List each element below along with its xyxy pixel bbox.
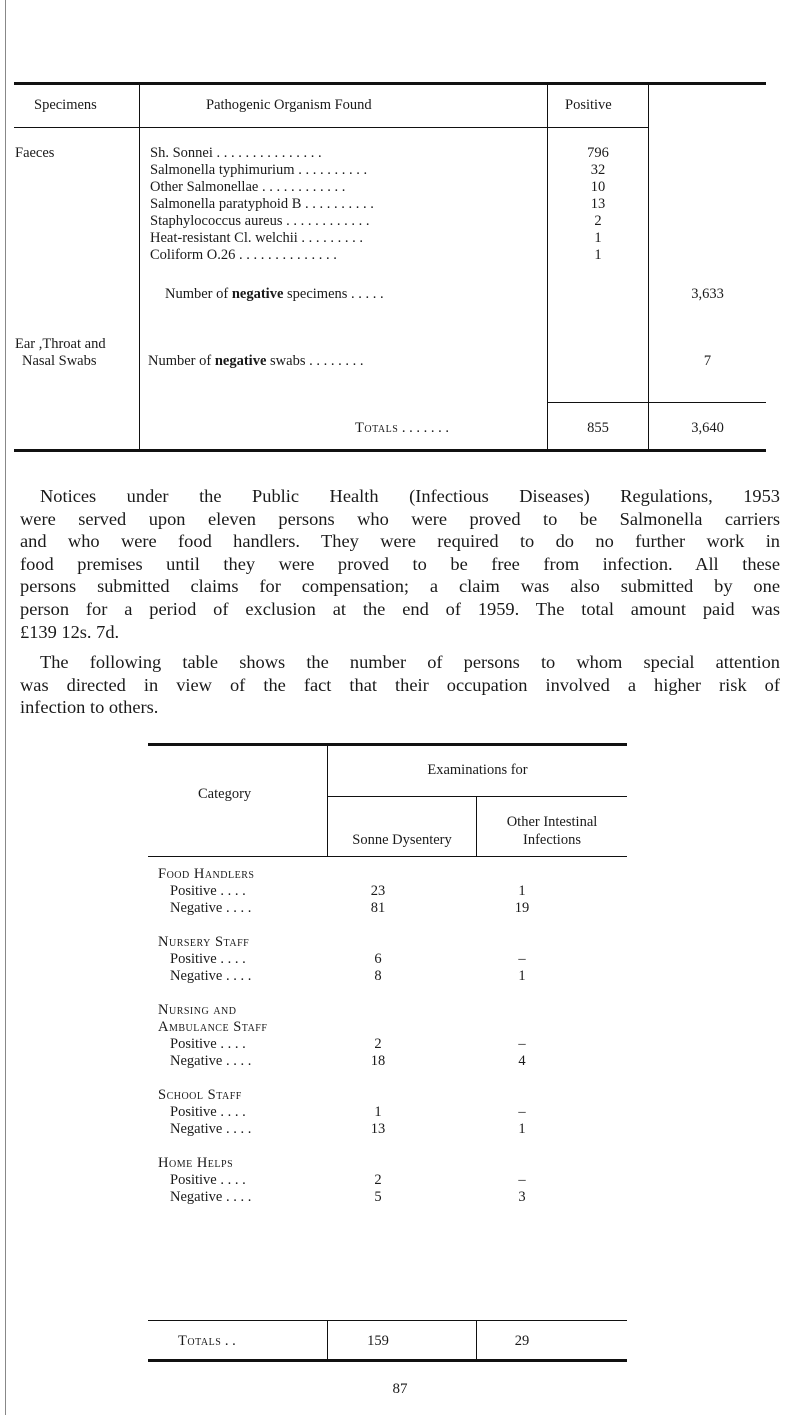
header-other-intestinal: Other Intestinal <box>506 814 598 830</box>
category-nursery-staff: Nursery Staff <box>158 934 250 950</box>
totals-other: 29 <box>514 1333 530 1349</box>
page-edge-rule <box>5 0 6 1415</box>
row-label-text: Negative <box>170 900 223 916</box>
leader-dots: . . . . <box>225 1121 252 1137</box>
sonne-value: 23 <box>370 883 386 899</box>
other-value: 3 <box>518 1189 526 1205</box>
other-value: 19 <box>514 900 530 916</box>
organism-row <box>150 248 337 263</box>
paragraph-notices <box>20 485 780 643</box>
organism-name: Staphylococcus aureus . . <box>150 213 297 229</box>
table1-bottom-rule <box>14 449 766 452</box>
negative-swabs-value: 7 <box>703 353 712 369</box>
table1-col-divider-1 <box>139 84 140 451</box>
text-segment-bold: negative <box>214 353 267 369</box>
row-label <box>170 1190 251 1205</box>
row-label-text: Positive <box>170 1036 217 1052</box>
header-pathogenic-organism: Pathogenic Organism Found <box>206 97 372 113</box>
row-label <box>170 901 251 916</box>
row-label-text: Negative <box>170 968 223 984</box>
page-number: 87 <box>392 1381 408 1397</box>
category-ambulance-staff: Ambulance Staff <box>158 1019 268 1035</box>
text-line: were served upon eleven persons who were proved to be Salmonella carriers <box>20 508 780 529</box>
row-label <box>170 969 251 984</box>
row-label <box>170 1173 246 1188</box>
text-line: infection to others. <box>20 697 159 718</box>
table1-totals-rule <box>547 402 766 403</box>
totals-label: Totals <box>178 1333 222 1349</box>
other-value: – <box>518 1172 526 1188</box>
other-value: – <box>518 951 526 967</box>
other-value: 1 <box>518 883 526 899</box>
other-value: 1 <box>518 1121 526 1137</box>
organism-name: Salmonella typhimurium <box>150 162 295 178</box>
row-label-text: Positive <box>170 1172 217 1188</box>
positive-count: 1 <box>594 230 602 246</box>
totals-negative: 3,640 <box>691 420 724 436</box>
header-positive: Positive <box>565 97 612 113</box>
leader-dots: . . . . . . . . . . <box>300 213 370 229</box>
sonne-value: 81 <box>370 900 386 916</box>
specimen-ear-throat: Ear ,Throat and <box>15 336 106 352</box>
text-segment: Number of <box>148 353 215 369</box>
leader-dots: . . . . <box>225 1189 252 1205</box>
leader-dots: . . . . <box>225 900 252 916</box>
row-label <box>170 1037 246 1052</box>
positive-count: 13 <box>590 196 606 212</box>
table1-col-divider-3 <box>648 84 649 451</box>
text-line: and who were food handlers. They were required to do no further work in <box>20 531 780 552</box>
header-infections: Infections <box>523 832 581 848</box>
row-label-text: Positive <box>170 951 217 967</box>
table2-header-rule <box>148 856 627 857</box>
category-school-staff: School Staff <box>158 1087 242 1103</box>
category-food-handlers: Food Handlers <box>158 866 255 882</box>
row-label <box>170 1105 246 1120</box>
leader-dots: . . <box>224 1333 236 1349</box>
positive-count: 32 <box>590 162 606 178</box>
negative-specimens-value: 3,633 <box>691 286 724 302</box>
specimen-nasal-swabs: Nasal Swabs <box>22 353 97 369</box>
organism-row <box>150 231 363 246</box>
row-label <box>170 1122 251 1137</box>
text-line: was directed in view of the fact that their occupation involved a higher risk of <box>20 674 780 695</box>
organism-row <box>150 214 369 229</box>
header-sonne-dysentery: Sonne Dysentery <box>352 832 452 848</box>
row-label-text: Negative <box>170 1053 223 1069</box>
sonne-value: 6 <box>374 951 382 967</box>
negative-swabs-label <box>148 354 363 369</box>
leader-dots: . . . . <box>225 1053 252 1069</box>
totals-label: Totals <box>355 420 399 436</box>
sonne-value: 8 <box>374 968 382 984</box>
table1-top-rule <box>14 82 766 85</box>
leader-dots: . . . . . . . . . . <box>305 196 374 212</box>
sonne-value: 2 <box>374 1172 382 1188</box>
row-label-text: Negative <box>170 1121 223 1137</box>
leader-dots: . . . . . . . . . . . . . . <box>239 247 337 263</box>
leader-dots: . . . . . . . . . . <box>298 162 368 178</box>
header-category: Category <box>198 786 252 802</box>
totals-positive: 855 <box>587 420 609 436</box>
other-value: – <box>518 1036 526 1052</box>
text-line: £139 12s. 7d. <box>20 621 120 642</box>
text-line: The following table shows the number of persons to whom special attention <box>40 652 780 672</box>
text-segment: specimens . . . . . <box>283 286 384 302</box>
organism-name: Heat-resistant Cl. welchii <box>150 230 298 246</box>
row-label <box>170 884 246 899</box>
organism-name: Salmonella paratyphoid B <box>150 196 302 212</box>
positive-count: 2 <box>594 213 602 229</box>
organism-row <box>150 146 322 161</box>
organism-name: Coliform O.26 <box>150 247 236 263</box>
text-segment: swabs . . . . . . . . <box>266 353 364 369</box>
text-line: Notices under the Public Health (Infectious Diseases) Regulations, 1953 <box>40 486 780 506</box>
other-value: 1 <box>518 968 526 984</box>
text-line: persons submitted claims for compensation; a claim was also submitted by one <box>20 576 780 597</box>
specimen-faeces: Faeces <box>15 145 55 161</box>
sonne-value: 2 <box>374 1036 382 1052</box>
leader-dots: . . . . . . . . . <box>301 230 364 246</box>
leader-dots: . . . . . . . . . . . . . . . <box>216 145 322 161</box>
leader-dots: . . . . . . . <box>401 420 450 436</box>
totals-sonne: 159 <box>367 1333 389 1349</box>
table2-bottom-rule <box>148 1359 627 1362</box>
text-line: food premises until they were proved to be free from infection. All these <box>20 553 780 574</box>
leader-dots: . . . . <box>220 1104 246 1120</box>
other-value: 4 <box>518 1053 526 1069</box>
totals-row-label <box>355 421 449 436</box>
positive-count: 10 <box>590 179 606 195</box>
header-specimens: Specimens <box>34 97 97 113</box>
sonne-value: 5 <box>374 1189 382 1205</box>
category-home-helps: Home Helps <box>158 1155 234 1171</box>
sonne-value: 13 <box>370 1121 386 1137</box>
table2-top-rule <box>148 743 627 746</box>
negative-specimens-label <box>165 287 384 302</box>
text-segment-bold: negative <box>231 286 284 302</box>
organism-row <box>150 197 374 212</box>
leader-dots: . . . . <box>220 883 246 899</box>
leader-dots: . . . . <box>225 968 252 984</box>
category-nursing-and: Nursing and <box>158 1002 237 1018</box>
leader-dots: . . . . <box>220 1036 246 1052</box>
leader-dots: . . . . . . . . . . . . <box>261 179 346 195</box>
text-segment: Number of <box>165 286 232 302</box>
organism-name: Other Salmonellae <box>150 179 259 195</box>
organism-row <box>150 180 345 195</box>
leader-dots: . . . . <box>220 1172 246 1188</box>
table2-totals-rule <box>148 1320 627 1321</box>
row-label <box>170 952 246 967</box>
table2-totals-label <box>178 1334 236 1349</box>
positive-count: 796 <box>587 145 609 161</box>
row-label-text: Positive <box>170 1104 217 1120</box>
table2-sub-header-rule <box>327 796 627 797</box>
row-label <box>170 1054 251 1069</box>
other-value: – <box>518 1104 526 1120</box>
organism-name: Sh. Sonnei <box>150 145 213 161</box>
leader-dots: . . . . <box>220 951 246 967</box>
paragraph-following-table <box>20 651 780 719</box>
row-label-text: Positive <box>170 883 217 899</box>
table1-col-divider-2 <box>547 84 548 451</box>
row-label-text: Negative <box>170 1189 223 1205</box>
text-line: person for a period of exclusion at the end of 1959. The total amount paid was <box>20 598 780 619</box>
organism-row <box>150 163 367 178</box>
sonne-value: 1 <box>374 1104 382 1120</box>
positive-count: 1 <box>594 247 602 263</box>
table1-header-rule <box>14 127 649 128</box>
header-examinations-for: Examinations for <box>427 762 528 778</box>
sonne-value: 18 <box>370 1053 386 1069</box>
